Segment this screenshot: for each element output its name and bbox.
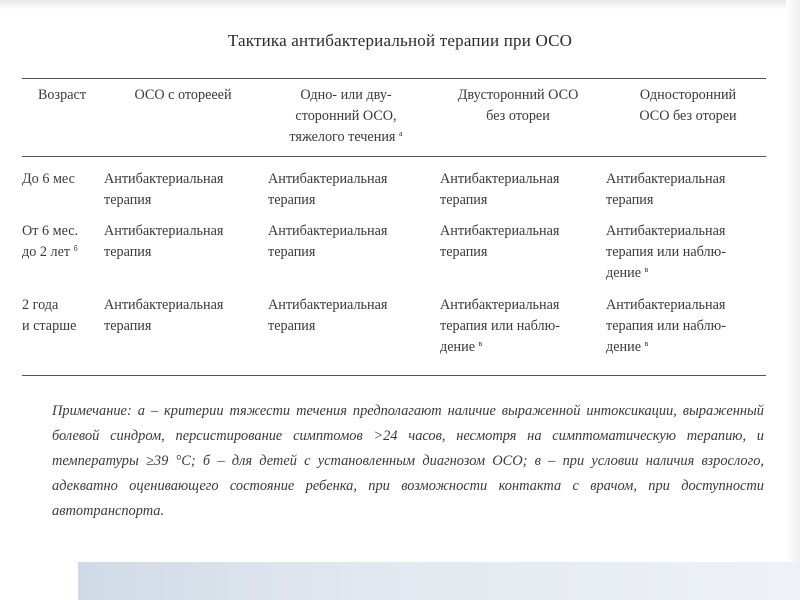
cell-line: Одно- или дву-	[300, 87, 392, 103]
table-top-rule	[22, 78, 766, 79]
page-shadow-right	[786, 0, 800, 600]
cell-line: без отореи	[486, 108, 550, 124]
cell-line: терапия	[606, 192, 654, 208]
cell-line: Антибактериальная	[268, 171, 388, 187]
cell-line: тяжелого течения	[289, 129, 396, 145]
cell-line: терапия	[268, 192, 316, 208]
cell-line: ОСО без отореи	[639, 108, 737, 124]
cell-line: терапия или наблю-	[440, 318, 560, 334]
therapy-cell	[104, 221, 269, 263]
header-cell	[433, 85, 603, 127]
cell-line: терапия	[440, 244, 488, 260]
footnote-marker: в	[644, 339, 649, 348]
table-header-rule	[22, 156, 766, 157]
table-footnote: Примечание: а – критерии тяжести течения предполагают наличие выраженной интоксикации, выраженный болевой синдром, персистирование симптомов >24 часов, несмотря на симптоматическую терапию, и температуры ≥39 °С; б – для детей с установленным диагнозом ОСО; в – при условии наличия взрослого, адекватно оценивающего состояние ребенка, при возможности контакта с врачом, при доступности автотранспорта.	[52, 403, 764, 519]
footnote-marker: б	[73, 244, 78, 253]
bottom-decoration-bar	[78, 562, 800, 600]
cell-line: До 6 мес	[22, 171, 75, 187]
cell-line: Антибактериальная	[104, 171, 224, 187]
cell-line: Антибактериальная	[104, 223, 224, 239]
footnote-marker: в	[644, 265, 649, 274]
cell-line: дение	[606, 265, 641, 281]
cell-line: Антибактериальная	[440, 171, 560, 187]
cell-line: Антибактериальная	[606, 297, 726, 313]
cell-line: терапия	[104, 318, 152, 334]
cell-line: Антибактериальная	[606, 171, 726, 187]
cell-line: Антибактериальная	[440, 297, 560, 313]
age-cell	[22, 295, 104, 337]
page-shadow-top	[0, 0, 800, 10]
age-cell	[22, 169, 104, 190]
header-cell	[98, 85, 268, 106]
cell-line: терапия или наблю-	[606, 244, 726, 260]
cell-line: Односторонний	[639, 87, 737, 103]
cell-line: Антибактериальная	[440, 223, 560, 239]
cell-line: Антибактериальная	[268, 223, 388, 239]
cell-line: терапия	[268, 318, 316, 334]
cell-line: терапия	[104, 192, 152, 208]
cell-line: 2 года	[22, 297, 59, 313]
therapy-cell	[606, 169, 771, 211]
footnote-marker: в	[478, 339, 483, 348]
cell-line: Антибактериальная	[268, 297, 388, 313]
page-title: Тактика антибактериальной терапии при ОСО	[227, 31, 573, 50]
cell-line: сторонний ОСО,	[295, 108, 397, 124]
age-cell	[22, 221, 104, 263]
cell-line: От 6 мес.	[22, 223, 79, 239]
header-cell	[261, 85, 431, 148]
cell-line: Двусторонний ОСО	[457, 87, 579, 103]
cell-line: терапия	[104, 244, 152, 260]
cell-line: и старше	[22, 318, 77, 334]
cell-line: терапия	[440, 192, 488, 208]
therapy-cell	[268, 295, 433, 337]
therapy-cell	[606, 221, 771, 284]
footnote-marker: а	[399, 129, 403, 138]
therapy-cell	[268, 221, 433, 263]
therapy-cell	[440, 169, 605, 211]
therapy-cell	[104, 295, 269, 337]
therapy-cell	[440, 221, 605, 263]
cell-line: до 2 лет	[22, 244, 71, 260]
cell-line: дение	[606, 339, 641, 355]
cell-line: ОСО с оторееей	[134, 87, 232, 103]
table-bottom-rule	[22, 375, 766, 376]
cell-line: терапия или наблю-	[606, 318, 726, 334]
cell-line: Антибактериальная	[606, 223, 726, 239]
cell-line: Возраст	[37, 87, 87, 103]
cell-line: терапия	[268, 244, 316, 260]
therapy-cell	[606, 295, 771, 358]
cell-line: дение	[440, 339, 475, 355]
therapy-cell	[268, 169, 433, 211]
cell-line: Антибактериальная	[104, 297, 224, 313]
therapy-cell	[104, 169, 269, 211]
header-cell	[603, 85, 773, 127]
therapy-cell	[440, 295, 605, 358]
